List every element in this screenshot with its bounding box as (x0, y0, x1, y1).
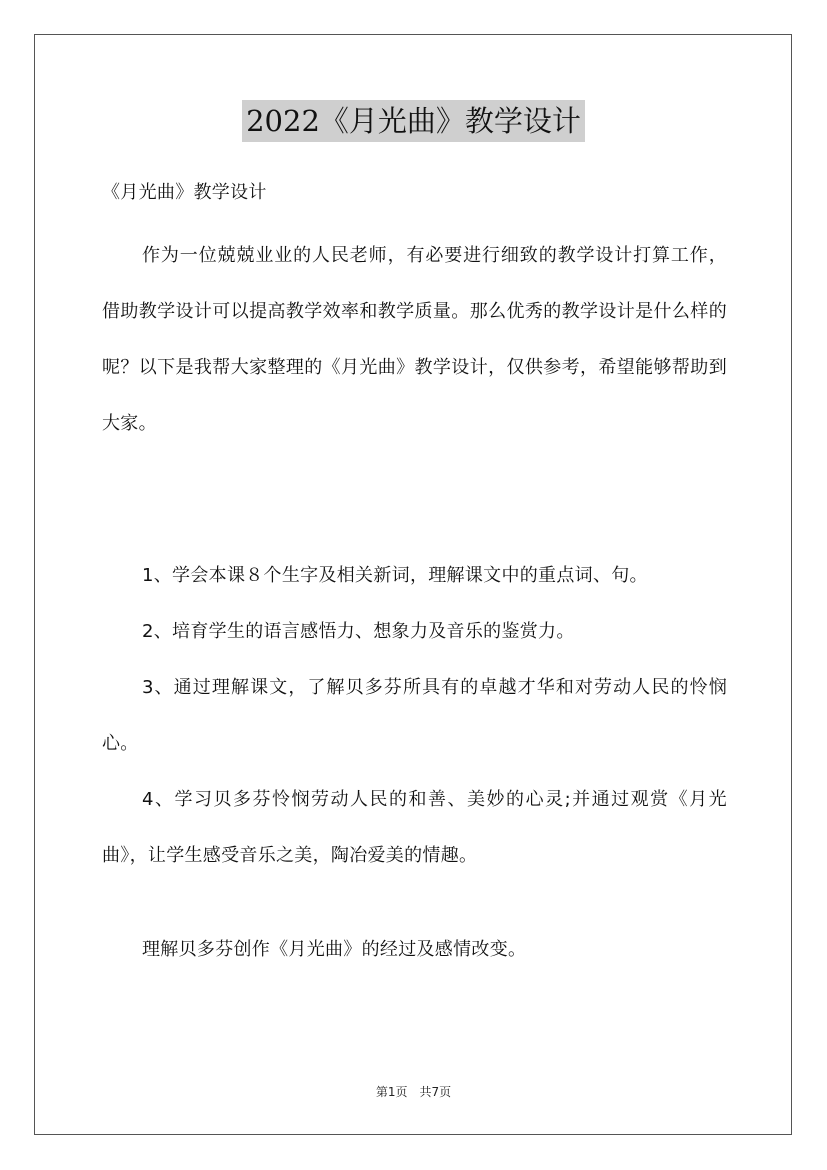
objectives-list (102, 548, 727, 884)
page-footer (0, 1083, 827, 1100)
document-title (0, 100, 827, 142)
page-total: 共7页 (419, 1085, 452, 1099)
objective-item: 4、学习贝多芬怜悯劳动人民的和善、美妙的心灵;并通过观赏《月光曲》，让学生感受音乐之美，陶冶爱美的情趣。 (102, 789, 727, 866)
document-subtitle: 《月光曲》教学设计 (102, 182, 267, 203)
intro-paragraph: 作为一位兢兢业业的人民老师，有必要进行细致的教学设计打算工作，借助教学设计可以提高教学效率和教学质量。那么优秀的教学设计是什么样的呢？以下是我帮大家整理的《月光曲》教学设计，仅供参考，希望能够帮助到大家。 (102, 245, 727, 434)
objective-item: 2、培育学生的语言感悟力、想象力及音乐的鉴赏力。 (142, 621, 575, 642)
page-number: 第1页 (375, 1085, 408, 1099)
objective-item: 3、通过理解课文，了解贝多芬所具有的卓越才华和对劳动人民的怜悯心。 (102, 677, 727, 754)
objective-item: 1、学会本课８个生字及相关新词，理解课文中的重点词、句。 (142, 565, 648, 586)
document-title-text: 2022《月光曲》教学设计 (242, 100, 585, 142)
key-point-paragraph: 理解贝多芬创作《月光曲》的经过及感情改变。 (142, 939, 527, 960)
